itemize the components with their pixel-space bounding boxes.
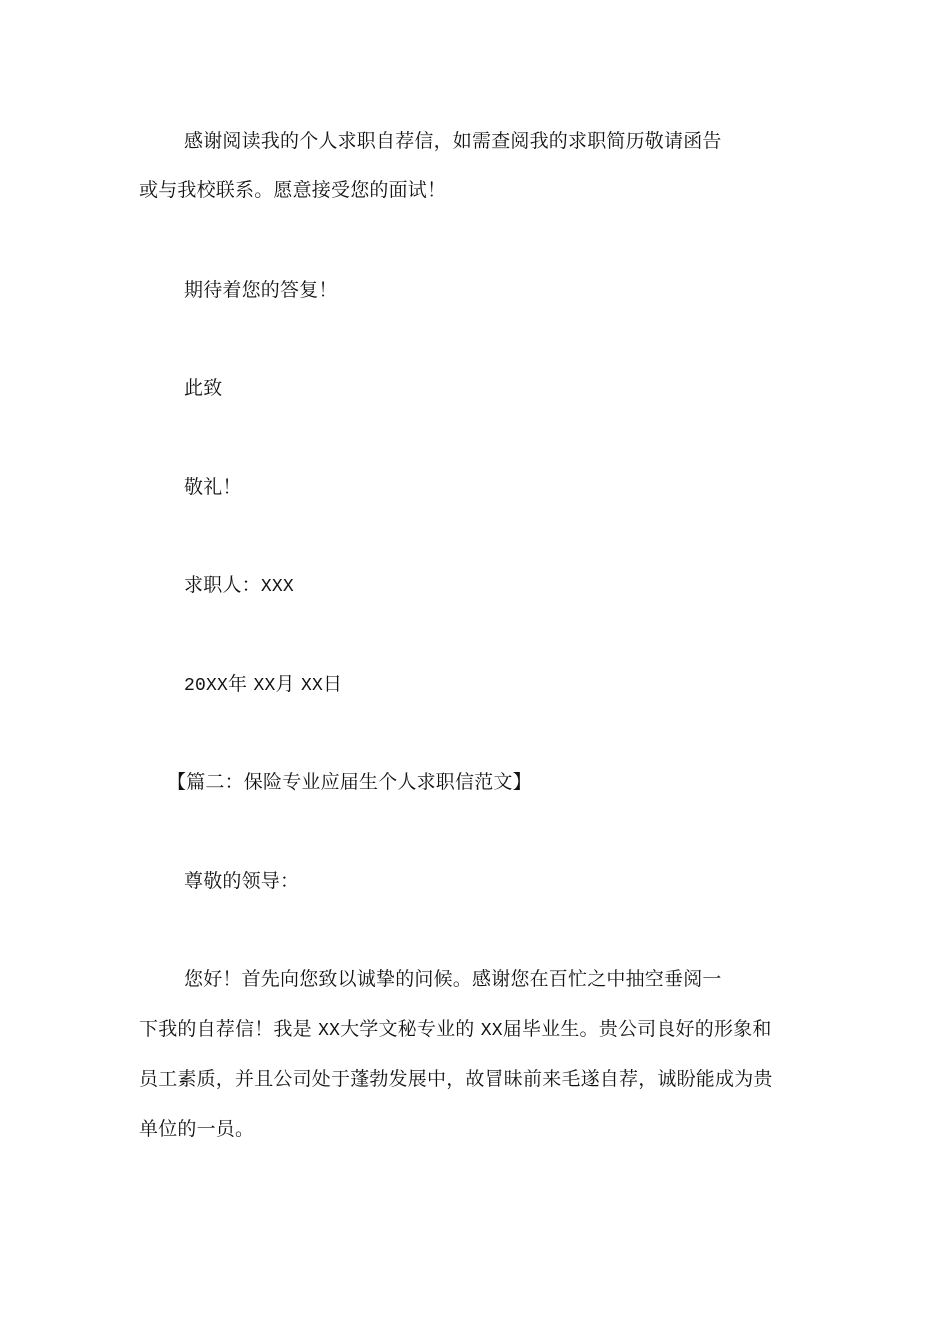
date-day-unit: 日 [322,673,343,695]
intro-line2-part-e: 届毕业生。贵公司良好的形象和 [502,1018,772,1040]
regards-line: 敬礼！ [184,476,242,498]
intro-paragraph-line-1: 您好！首先向您致以诚挚的问候。感谢您在百忙之中抽空垂阅一 [184,968,722,990]
section-heading: 【篇二：保险专业应届生个人求职信范文】 [167,771,532,793]
greeting-line: 尊敬的领导： [184,870,300,892]
applicant-name: XXX [260,577,294,597]
date-month: XX [253,676,276,696]
intro-paragraph-line-3: 员工素质，并且公司处于蓬勃发展中，故冒昧前来毛遂自荐，诚盼能成为贵 [139,1068,773,1090]
closing-paragraph-line-1: 感谢阅读我的个人求职自荐信，如需查阅我的求职简历敬请函告 [184,130,722,152]
intro-line2-part-a: 下我的自荐信！我是 [139,1018,312,1040]
date-day: XX [300,676,323,696]
closing-paragraph-line-2: 或与我校联系。愿意接受您的面试！ [139,179,447,201]
intro-line2-class-year: XX [480,1021,503,1041]
salutation-line: 此致 [184,377,223,399]
date-year: 20XX [184,676,229,696]
date-year-unit: 年 [228,673,248,695]
applicant-line [184,572,294,600]
intro-line2-university: XX [318,1021,341,1041]
intro-paragraph-line-4: 单位的一员。 [139,1118,255,1140]
intro-line2-part-c: 大学文秘专业的 [340,1018,475,1040]
intro-paragraph-line-2 [139,1016,772,1044]
date-line [184,671,342,699]
applicant-label: 求职人： [184,574,261,596]
await-reply-line: 期待着您的答复！ [184,279,338,301]
date-month-unit: 月 [275,673,295,695]
